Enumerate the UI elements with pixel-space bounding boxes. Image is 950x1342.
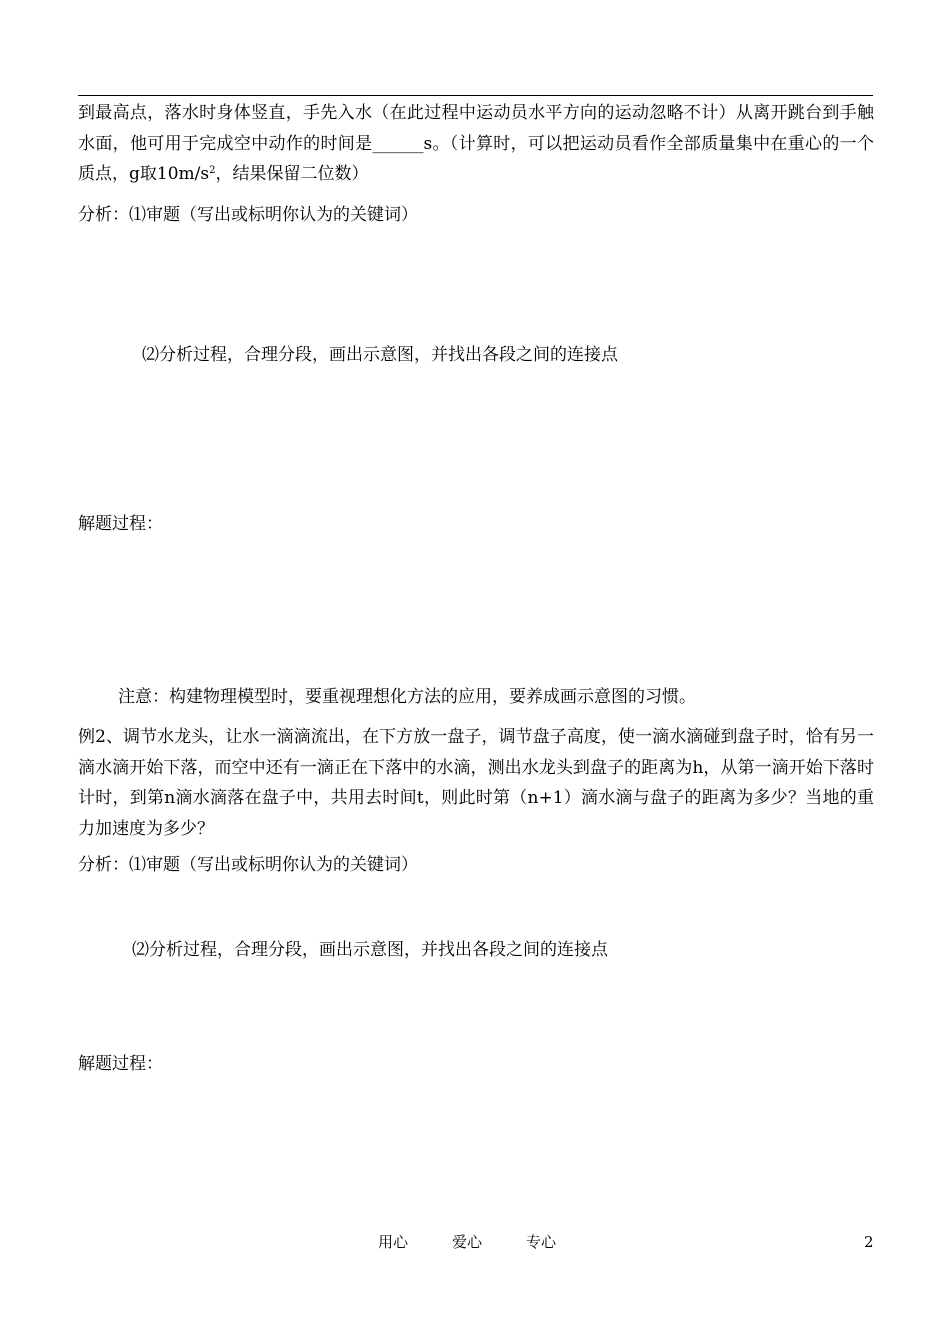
footer-word-2: 爱心	[452, 1233, 483, 1251]
example-2-text: 例2、调节水龙头，让水一滴滴流出，在下方放一盘子，调节盘子高度，使一滴水滴碰到盘子时，恰有另一滴水滴开始下落，而空中还有一滴正在下落中的水滴，测出水龙头到盘子的距离为h，从第一滴开始下落时计时，到第n滴水滴落在盘子中，共用去时间t，则此时第（n+1）滴水滴与盘子的距离为多少？当地的重力加速度为多少？	[78, 727, 874, 839]
question-1-text-end: ，结果保留二位数）	[215, 164, 369, 184]
solution-heading: 解题过程：	[78, 514, 163, 534]
page-number: 2	[864, 1233, 874, 1251]
analysis-step-1: 分析：⑴审题（写出或标明你认为的关键词）	[78, 205, 418, 225]
question-1-continuation	[78, 98, 874, 190]
example-2-analysis-step-1: 分析：⑴审题（写出或标明你认为的关键词）	[78, 855, 418, 875]
question-1-text: 到最高点，落水时身体竖直，手先入水（在此过程中运动员水平方向的运动忽略不计）从离开跳台到手触水面，他可用于完成空中动作的时间是______s。（计算时，可以把运动员看作全部质量集中在重心的一个质点，g取10m/s	[78, 103, 874, 184]
note-text: 注意：构建物理模型时，要重视理想化方法的应用，要养成画示意图的习惯。	[118, 687, 696, 707]
superscript-2: 2	[209, 165, 216, 176]
analysis-step-2: ⑵分析过程，合理分段，画出示意图，并找出各段之间的连接点	[142, 345, 618, 365]
footer-word-3: 专心	[526, 1233, 557, 1251]
header-rule	[78, 95, 873, 96]
example-2-solution-heading: 解题过程：	[78, 1054, 163, 1074]
footer-motto	[378, 1232, 556, 1252]
footer-word-1: 用心	[378, 1233, 409, 1251]
example-2-analysis-step-2: ⑵分析过程，合理分段，画出示意图，并找出各段之间的连接点	[132, 940, 608, 960]
